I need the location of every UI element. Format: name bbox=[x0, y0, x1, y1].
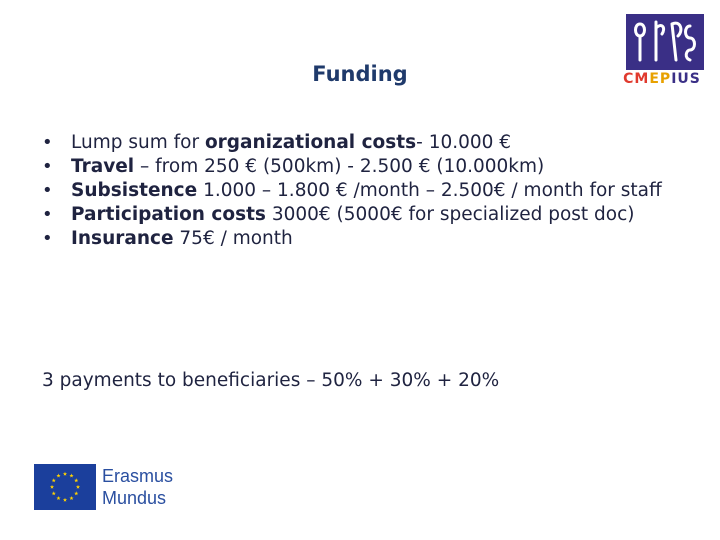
bullet-bold: organizational costs bbox=[204, 132, 417, 153]
bullet-icon: • bbox=[42, 132, 53, 153]
bullet-bold: Insurance bbox=[71, 228, 174, 249]
bullet-icon: • bbox=[42, 156, 53, 177]
bullet-text: – from 250 € (500km) - 2.500 € (10.000km) bbox=[134, 156, 545, 177]
eu-flag-icon bbox=[34, 464, 96, 510]
eu-star-icon bbox=[50, 485, 54, 489]
bullet-travel bbox=[42, 155, 662, 179]
cmepius-wordmark: CMEPIUS bbox=[623, 71, 701, 87]
payments-text: 3 payments to beneficiaries – 50% + 30% + 20% bbox=[42, 370, 500, 391]
eu-star-icon bbox=[69, 496, 73, 500]
bullet-subsistence bbox=[42, 179, 662, 203]
bullet-bold: Subsistence bbox=[71, 180, 198, 201]
bullet-bold: Travel bbox=[71, 156, 135, 177]
erasmus-mundus-logo bbox=[34, 464, 214, 514]
cmepius-logo bbox=[612, 14, 712, 90]
eu-star-icon bbox=[69, 474, 73, 478]
bullet-text: - 10.000 € bbox=[416, 132, 512, 153]
bullet-text: 75€ / month bbox=[173, 228, 293, 249]
eu-star-icon bbox=[63, 472, 67, 476]
eu-star-icon bbox=[52, 491, 56, 495]
erasmus-word: Erasmus bbox=[102, 466, 174, 486]
bullet-insurance bbox=[42, 227, 662, 251]
bullet-bold: Participation costs bbox=[71, 204, 266, 225]
bullet-text: 3000€ (5000€ for specialized post doc) bbox=[265, 204, 635, 225]
eu-star-icon bbox=[56, 496, 60, 500]
eu-star-icon bbox=[74, 491, 78, 495]
bullet-icon: • bbox=[42, 204, 53, 225]
slide-title: Funding bbox=[312, 62, 408, 86]
eu-star-icon bbox=[76, 485, 80, 489]
bullet-icon: • bbox=[42, 228, 53, 249]
eu-star-icon bbox=[63, 498, 67, 502]
bullet-text: 1.000 – 1.800 € /month – 2.500€ / month for staff bbox=[197, 180, 662, 201]
bullet-icon: • bbox=[42, 180, 53, 201]
eu-star-icon bbox=[56, 474, 60, 478]
cmepius-logo-box bbox=[626, 14, 704, 70]
cmepius-figures-icon bbox=[626, 14, 704, 70]
funding-bullet-list bbox=[42, 131, 662, 251]
eu-star-icon bbox=[74, 478, 78, 482]
bullet-text: Lump sum for bbox=[71, 132, 205, 153]
bullet-participation bbox=[42, 203, 662, 227]
mundus-word: Mundus bbox=[102, 488, 167, 508]
eu-star-icon bbox=[52, 478, 56, 482]
bullet-lump-sum bbox=[42, 131, 662, 155]
